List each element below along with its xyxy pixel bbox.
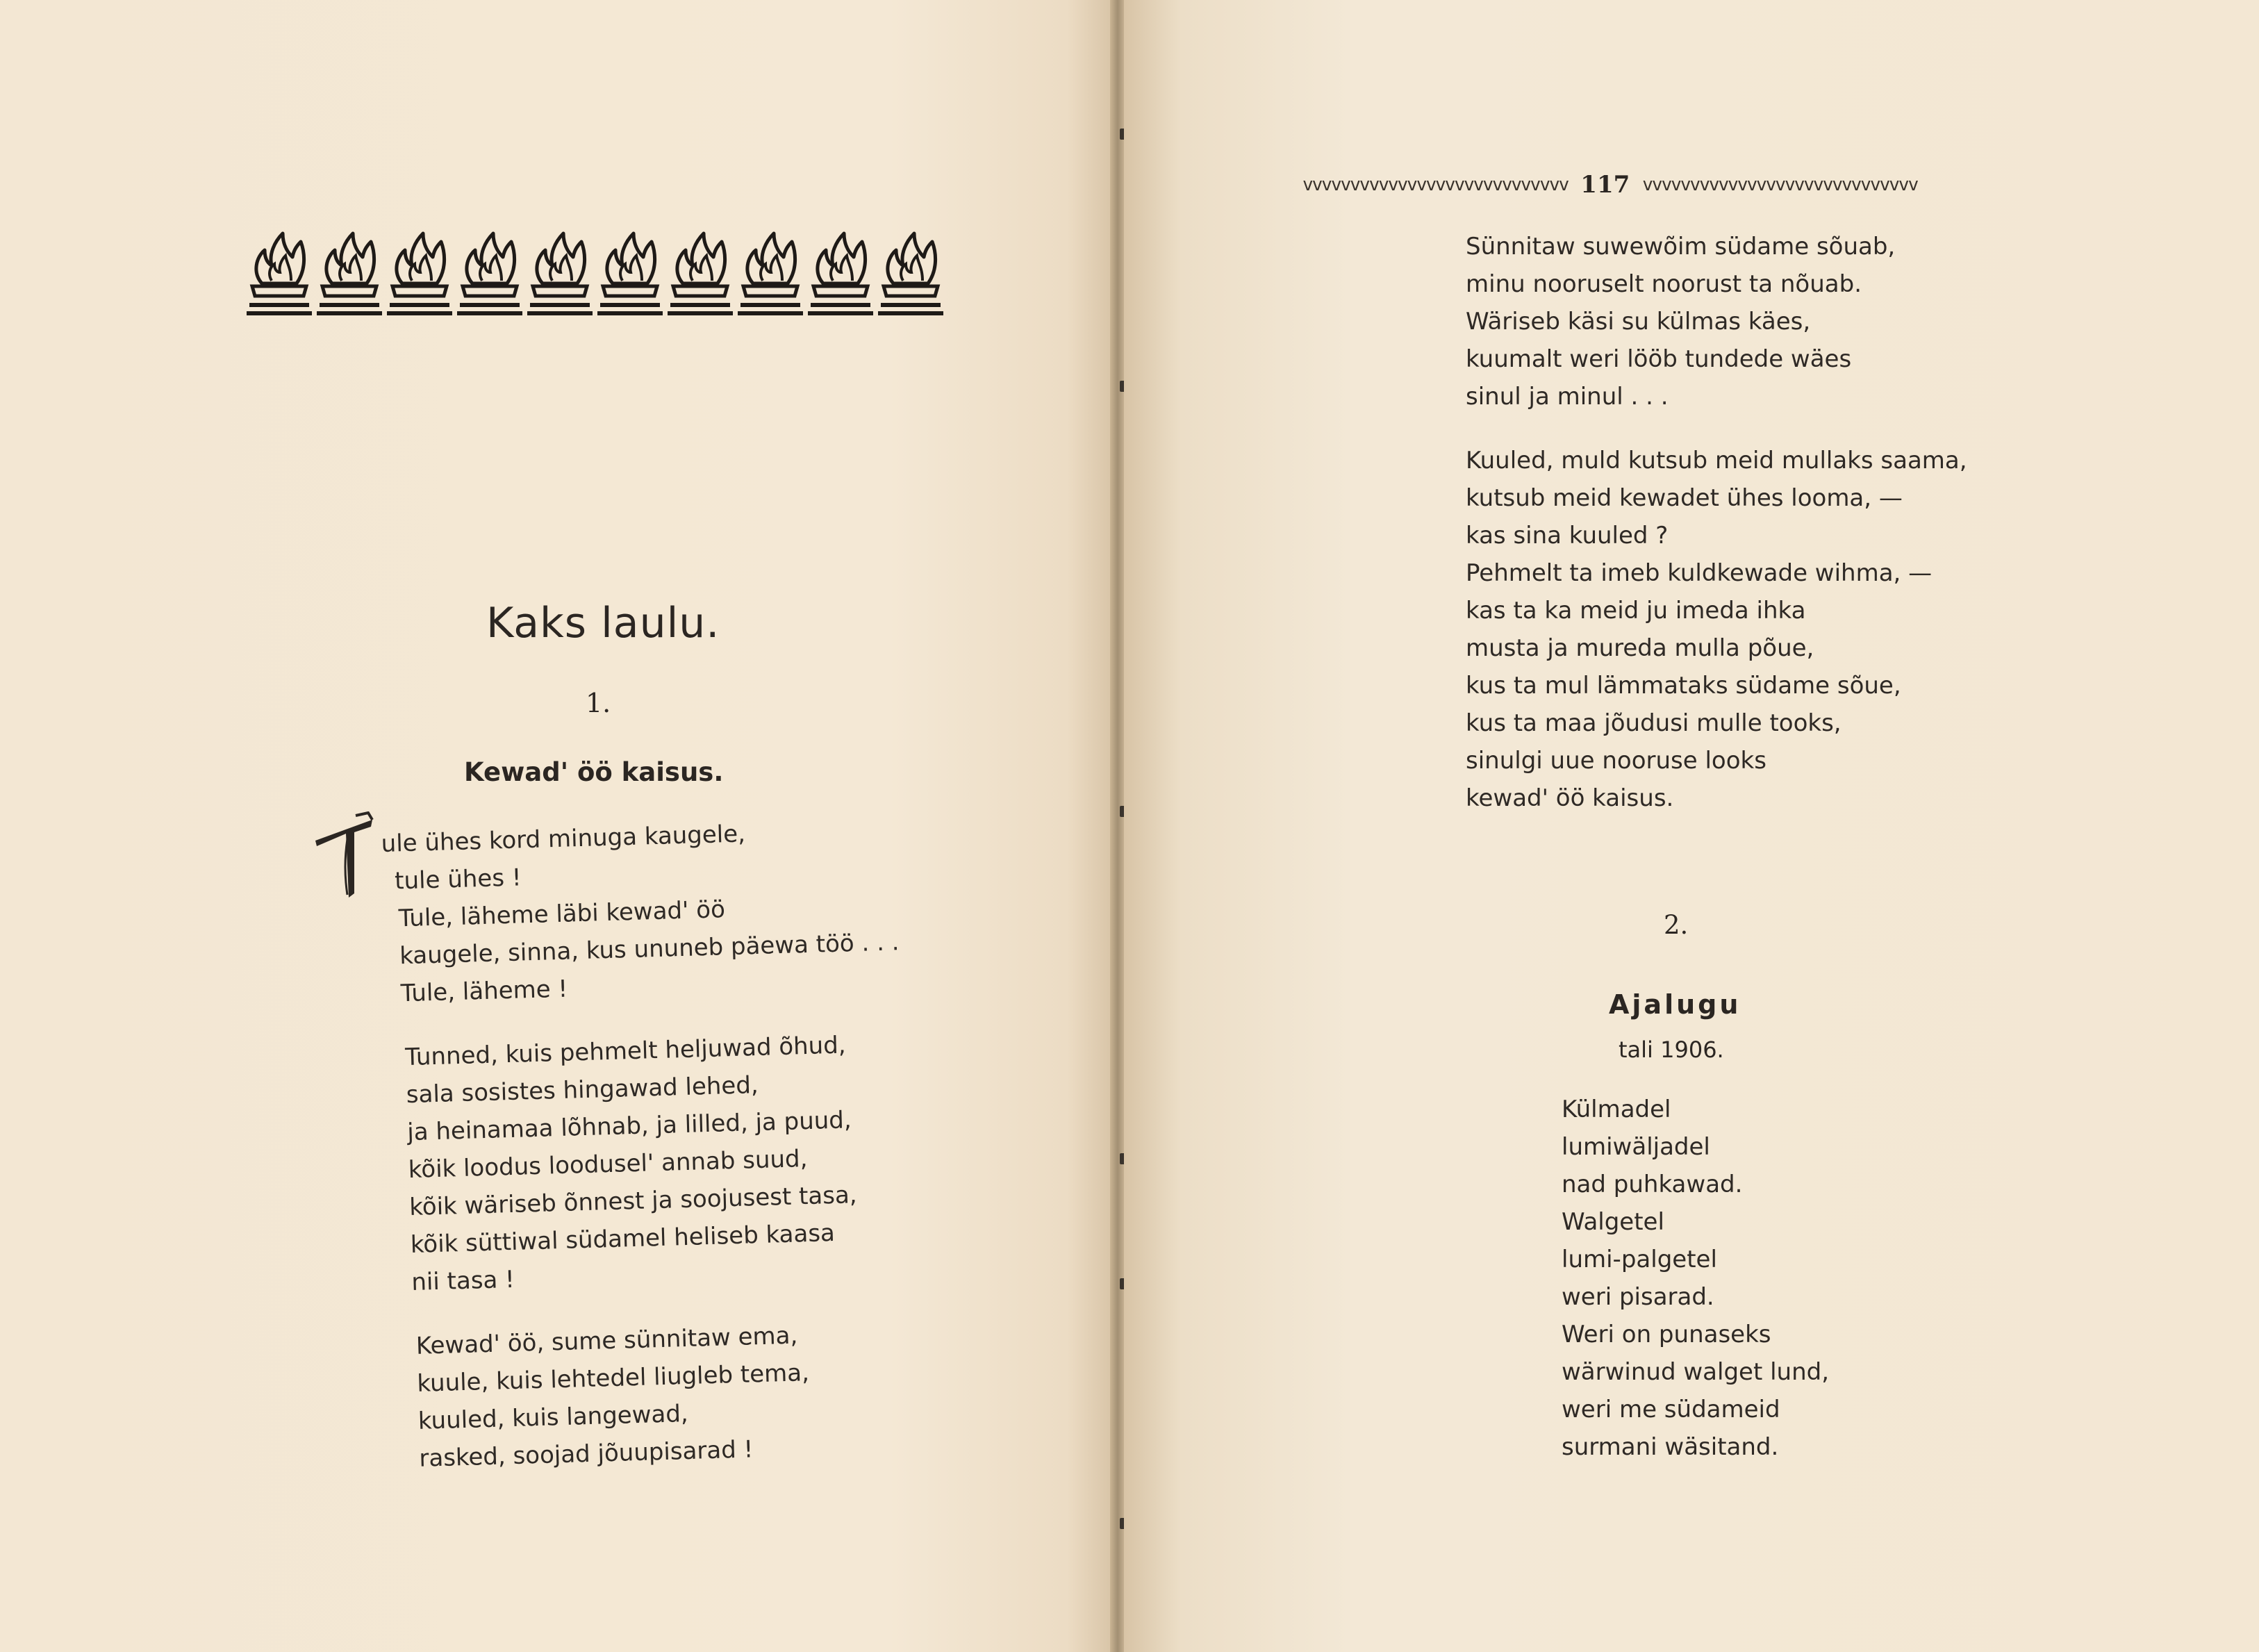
poem-line: kõik süttiwal südamel heliseb kaasa xyxy=(410,1219,836,1259)
right-page xyxy=(1124,0,2259,1652)
poem-line: kus ta mul lämmataks südame sõue, xyxy=(1466,672,1901,700)
poem-line: ule ühes kord minuga kaugele, xyxy=(381,820,746,858)
flame-icon xyxy=(597,229,663,320)
running-head xyxy=(1302,171,1917,199)
flame-icon xyxy=(668,229,733,320)
poem-line: Sünnitaw suwewõim südame sõuab, xyxy=(1466,233,1896,261)
poem-title: Ajalugu xyxy=(1609,989,1741,1020)
flame-icon xyxy=(387,229,452,320)
poem-line: nad puhkawad. xyxy=(1562,1171,1743,1198)
poem-line: lumi-palgetel xyxy=(1562,1246,1717,1273)
part-number: 2. xyxy=(1664,910,1689,940)
flame-icon xyxy=(527,229,593,320)
poem-line: kaugele, sinna, kus ununeb päewa töö . . . xyxy=(399,928,900,970)
poem-line: nii tasa ! xyxy=(411,1265,515,1297)
running-head-ornament: vvvvvvvvvvvvvvvvvvvvvvvvvvvvv xyxy=(1642,174,1918,195)
poem-line: weri pisarad. xyxy=(1562,1283,1714,1311)
stanza xyxy=(395,1314,913,1478)
flame-icon xyxy=(808,229,873,320)
poem-line: lumiwäljadel xyxy=(1562,1133,1710,1161)
poem-line: kewad' öö kaisus. xyxy=(1466,784,1674,812)
stanza xyxy=(1466,442,1967,817)
poem-title: Kaks laulu. xyxy=(486,599,720,647)
poem-line: wärwinud walget lund, xyxy=(1562,1358,1830,1386)
part-number: 1. xyxy=(586,688,611,718)
left-poem xyxy=(381,811,914,1504)
right-poem xyxy=(1466,228,1967,843)
poem-line: Kuuled, muld kutsub meid mullaks saama, xyxy=(1466,447,1967,474)
poem-line: rasked, soojad jõuupisarad ! xyxy=(418,1435,754,1473)
poem-line: Pehmelt ta imeb kuldkewade wihma, — xyxy=(1466,559,1933,587)
running-head-ornament: vvvvvvvvvvvvvvvvvvvvvvvvvvvv xyxy=(1302,174,1569,195)
poem-line: Walgetel xyxy=(1562,1208,1664,1236)
stanza xyxy=(387,1025,909,1302)
flame-icon xyxy=(247,229,312,320)
left-page xyxy=(0,0,1111,1652)
poem-line: Külmadel xyxy=(1562,1096,1671,1123)
page-number: 117 xyxy=(1580,171,1630,199)
poem-line: kas sina kuuled ? xyxy=(1466,522,1669,550)
flame-icon xyxy=(878,229,943,320)
dropcap-t-icon xyxy=(313,811,376,902)
poem-line: kuumalt weri lööb tundede wäes xyxy=(1466,345,1852,373)
poem-subtitle: Kewad' öö kaisus. xyxy=(464,757,724,787)
poem-line: Wäriseb käsi su külmas käes, xyxy=(1466,308,1811,336)
poem-line: Weri on punaseks xyxy=(1562,1321,1771,1348)
poem-line: sinulgi uue nooruse looks xyxy=(1466,747,1766,775)
flame-icon xyxy=(317,229,382,320)
poem-line: kõik wäriseb õnnest ja soojusest tasa, xyxy=(408,1181,858,1222)
stanza xyxy=(1466,228,1967,415)
poem-line: surmani wäsitand. xyxy=(1562,1433,1779,1461)
stanza xyxy=(381,811,901,1013)
poem-line: sala sosistes hingawad lehed, xyxy=(406,1071,759,1109)
poem-line: weri me südameid xyxy=(1562,1396,1780,1423)
poem-line: ja heinamaa lõhnab, ja lilled, ja puud, xyxy=(406,1106,852,1147)
poem-date: tali 1906. xyxy=(1619,1036,1724,1063)
poem-line: kas ta ka meid ju imeda ihka xyxy=(1466,597,1806,625)
poem-line: kus ta maa jõudusi mulle tooks, xyxy=(1466,709,1842,737)
poem-line: minu nooruselt noorust ta nõuab. xyxy=(1466,270,1862,298)
flame-icon xyxy=(457,229,522,320)
poem-line: kuuled, kuis langewad, xyxy=(417,1399,689,1435)
poem-line: sinul ja minul . . . xyxy=(1466,383,1669,411)
poem-line: kõik loodus loodusel' annab suud, xyxy=(408,1145,808,1184)
poem-line: kutsub meid kewadet ühes looma, — xyxy=(1466,484,1903,512)
poem-line: Tule, läheme läbi kewad' öö xyxy=(398,895,726,933)
poem-line: tule ühes ! xyxy=(394,864,522,895)
poem-line: kuule, kuis lehtedel liugleb tema, xyxy=(416,1359,810,1398)
poem-line: Kewad' öö, sume sünnitaw ema, xyxy=(415,1321,798,1360)
flame-ornament-row xyxy=(247,229,943,320)
poem-line: musta ja mureda mulla põue, xyxy=(1466,634,1814,662)
book-gutter xyxy=(1110,0,1125,1652)
flame-icon xyxy=(738,229,803,320)
poem-line: Tule, läheme ! xyxy=(400,975,568,1008)
poem-line: Tunned, kuis pehmelt heljuwad õhud, xyxy=(404,1031,847,1072)
ajalugu-poem xyxy=(1562,1091,1829,1466)
